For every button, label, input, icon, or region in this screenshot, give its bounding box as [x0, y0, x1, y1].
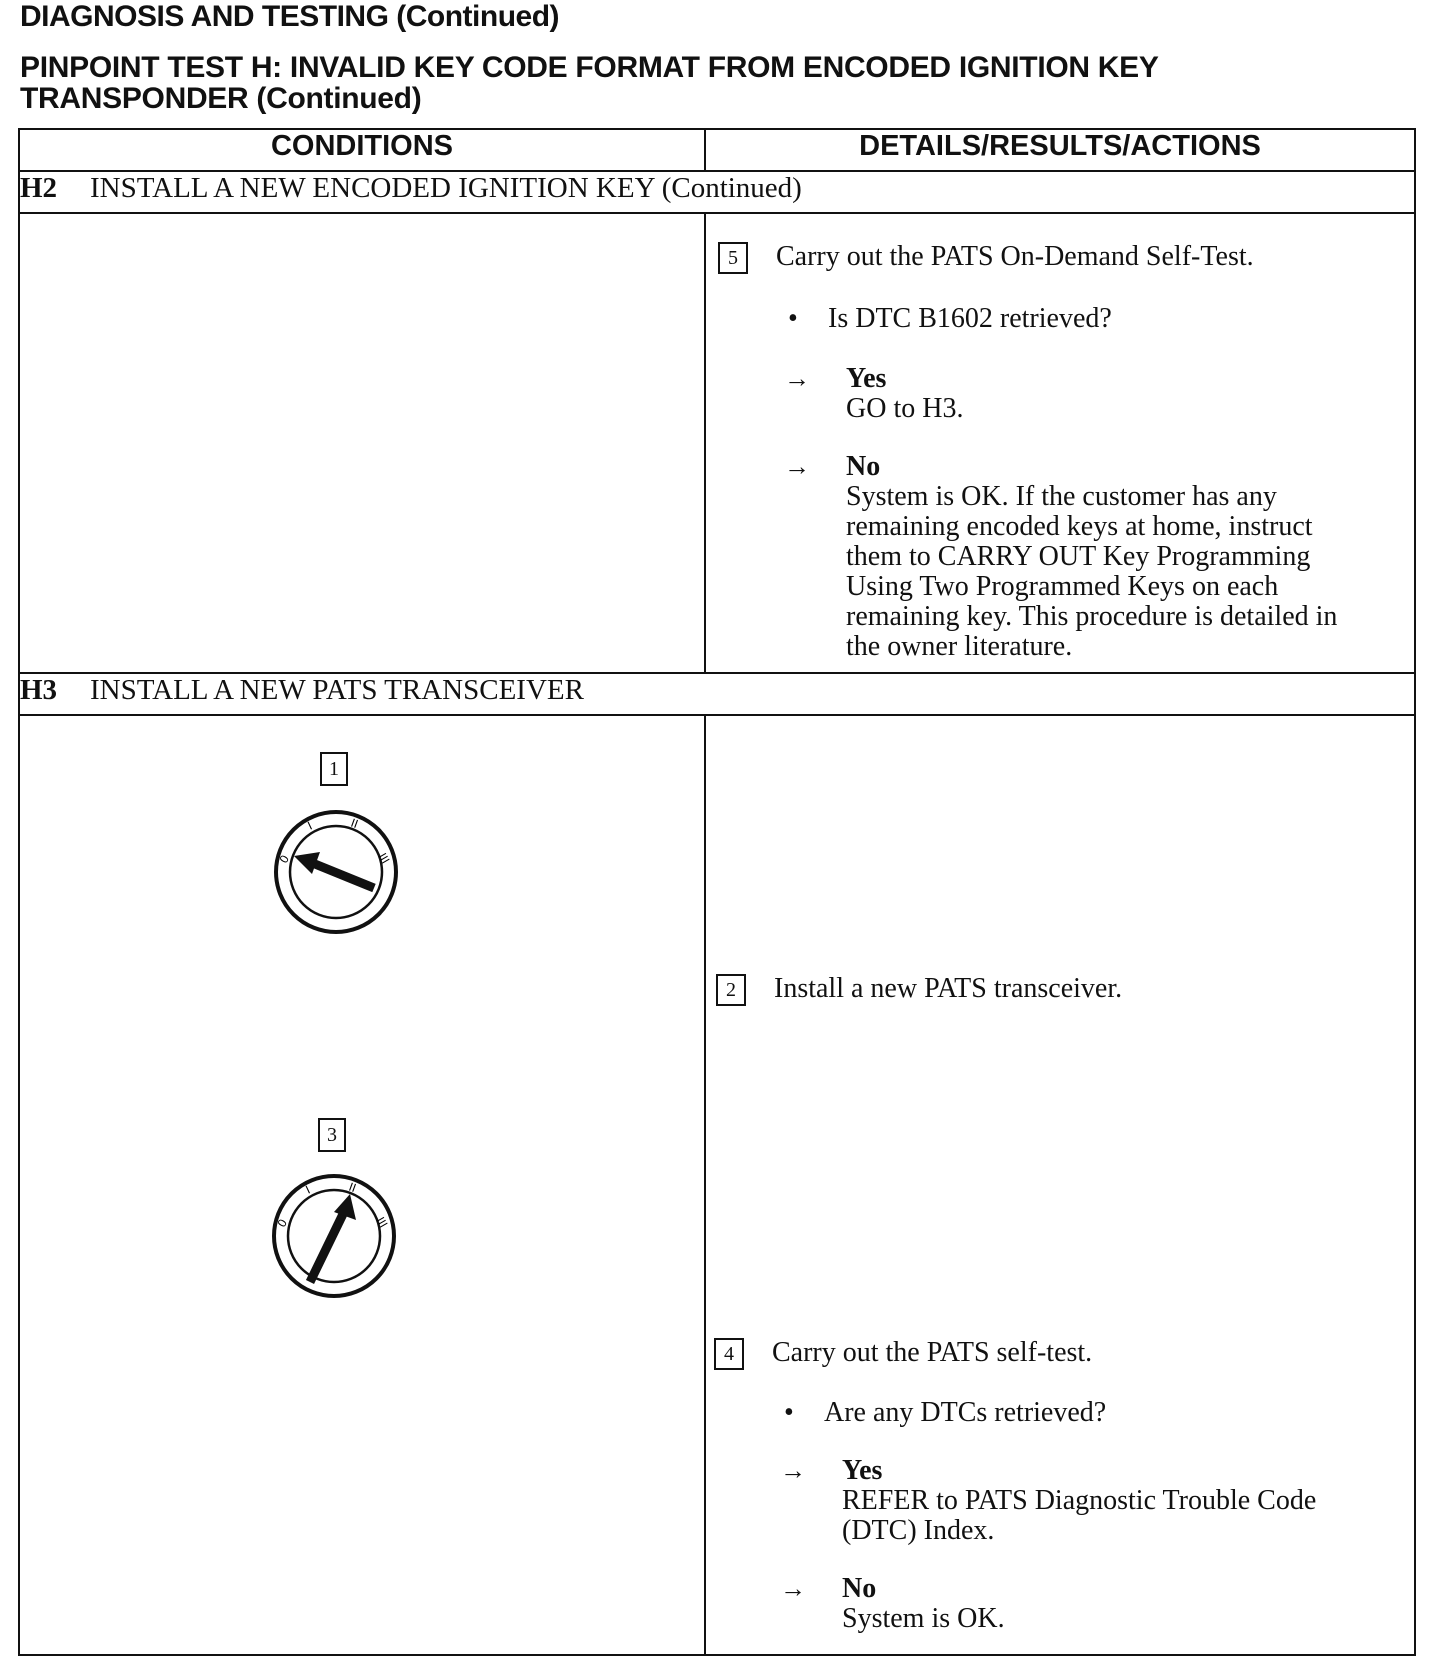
ignition-switch-icon [266, 802, 406, 942]
arrow-right-icon: → [784, 364, 810, 393]
svg-text:III: III [373, 1214, 391, 1231]
h3-conditions-cell [19, 715, 705, 1655]
answer-yes-line: REFER to PATS Diagnostic Trouble Code [842, 1485, 1317, 1516]
step-text: Carry out the PATS self-test. [772, 1337, 1093, 1368]
section-row-h2 [19, 171, 1415, 213]
svg-text:0: 0 [274, 1216, 290, 1230]
bullet-icon: • [788, 303, 798, 334]
arrow-right-icon: → [780, 1574, 806, 1603]
section-code: H3 [20, 674, 58, 706]
h2-details-cell [705, 213, 1415, 673]
step-4 [714, 1338, 1394, 1648]
diagram-label-box: 1 [320, 752, 348, 786]
answer-no-line: them to CARRY OUT Key Programming [846, 541, 1311, 572]
answer-no-line: Using Two Programmed Keys on each [846, 571, 1279, 602]
step-number-box: 4 [714, 1338, 744, 1370]
page-title: DIAGNOSIS AND TESTING (Continued) [20, 0, 560, 33]
arrow-right-icon: → [784, 452, 810, 481]
section-title-text: INSTALL A NEW PATS TRANSCEIVER [90, 674, 584, 706]
svg-text:I: I [305, 818, 315, 833]
section-code: H2 [20, 172, 58, 204]
test-title-line-2: TRANSPONDER (Continued) [20, 82, 422, 115]
answer-no-line: remaining key. This procedure is detailed in [846, 601, 1338, 632]
svg-text:II: II [348, 815, 361, 832]
section-title-h2 [19, 171, 1415, 213]
step-question: Is DTC B1602 retrieved? [828, 303, 1112, 334]
section-title-text: INSTALL A NEW ENCODED IGNITION KEY (Continued) [90, 172, 802, 204]
answer-yes-label: Yes [846, 363, 887, 394]
test-title-line-1: PINPOINT TEST H: INVALID KEY CODE FORMAT FROM ENCODED IGNITION KEY [20, 51, 1159, 84]
answer-no-label: No [846, 451, 881, 482]
step-2 [716, 974, 1396, 1014]
ignition-switch-icon [264, 1166, 404, 1306]
step-text: Carry out the PATS On-Demand Self-Test. [776, 241, 1254, 272]
h3-content-row [19, 715, 1415, 1655]
ignition-diagram-position-0 [266, 752, 406, 932]
svg-text:I: I [303, 1182, 313, 1197]
h2-content-row [19, 213, 1415, 673]
step-5 [718, 242, 1398, 682]
answer-no [842, 1574, 1005, 1634]
step-number-box: 5 [718, 242, 748, 274]
step-number-box: 2 [716, 974, 746, 1006]
diagram-label-box: 3 [318, 1118, 346, 1152]
arrow-right-icon: → [780, 1456, 806, 1485]
svg-text:II: II [346, 1179, 359, 1196]
answer-no-line: the owner literature. [846, 631, 1073, 662]
column-header-conditions: CONDITIONS [19, 129, 705, 171]
pinpoint-test-title [20, 52, 1320, 114]
ignition-diagram-position-2 [264, 1118, 404, 1298]
answer-no-line: remaining encoded keys at home, instruct [846, 511, 1313, 542]
pinpoint-test-table [18, 128, 1416, 1656]
answer-no-label: No [842, 1573, 877, 1604]
answer-no [846, 452, 1337, 662]
answer-no-text: System is OK. [842, 1603, 1005, 1634]
h2-conditions-cell [19, 213, 705, 673]
answer-yes-label: Yes [842, 1455, 883, 1486]
svg-text:0: 0 [276, 852, 292, 866]
step-text: Install a new PATS transceiver. [774, 973, 1123, 1004]
bullet-icon: • [784, 1397, 794, 1428]
column-header-row [19, 129, 1415, 171]
answer-yes [846, 364, 963, 424]
h3-details-cell [705, 715, 1415, 1655]
answer-yes [842, 1456, 1316, 1546]
step-question: Are any DTCs retrieved? [824, 1397, 1107, 1428]
answer-yes-line: (DTC) Index. [842, 1515, 995, 1546]
column-header-details: DETAILS/RESULTS/ACTIONS [705, 129, 1415, 171]
answer-no-line: System is OK. If the customer has any [846, 481, 1277, 512]
svg-text:III: III [375, 850, 393, 867]
answer-yes-text: GO to H3. [846, 393, 964, 424]
